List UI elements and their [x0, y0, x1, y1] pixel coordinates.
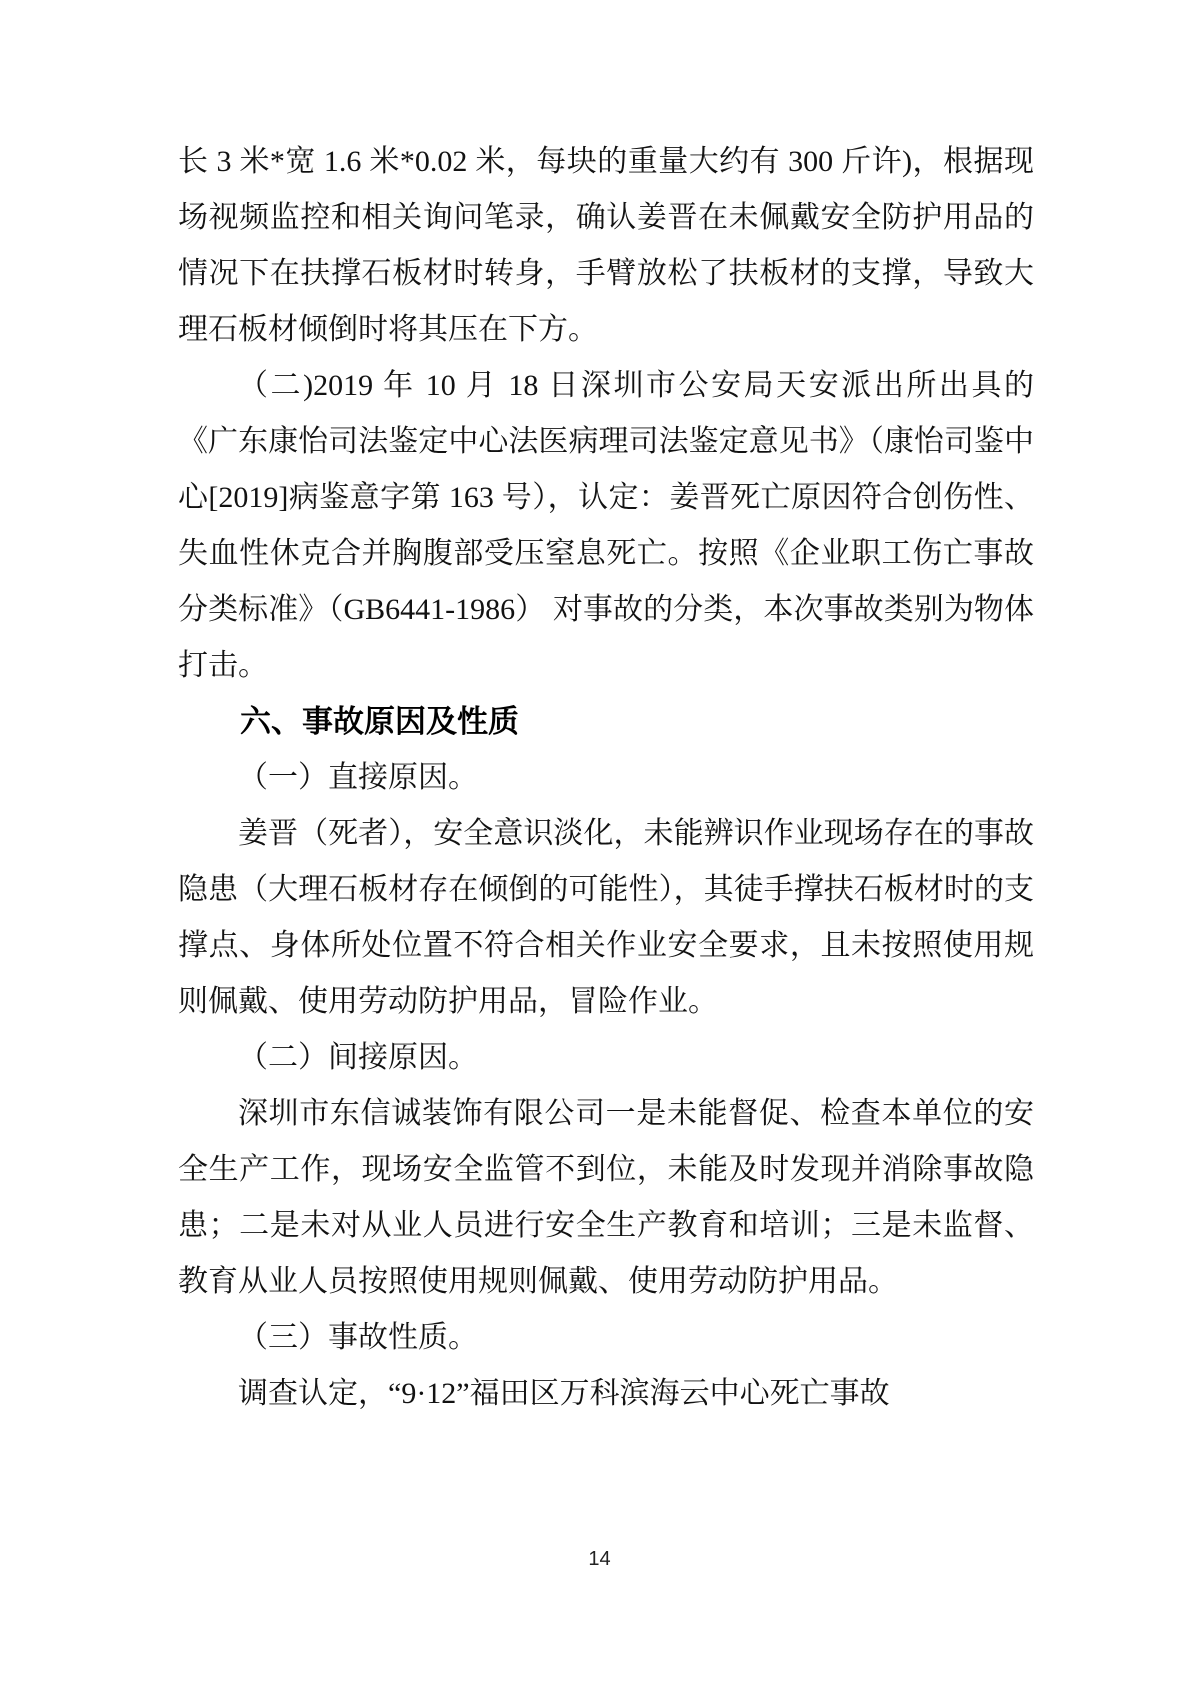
subsection-heading-indirect-cause: （二）间接原因。: [238, 1041, 478, 1074]
paragraph-direct-cause: 姜晋（死者），安全意识淡化，未能辨识作业现场存在的事故隐患（大理石板材存在倾倒的可能性），其徒手撑扶石板材时的支撑点、身体所处位置不符合相关作业安全要求，且未按照使用规则佩戴、使用劳动防护用品，冒险作业。: [178, 817, 1034, 1018]
paragraph-continued: 长 3 米*宽 1.6 米*0.02 米，每块的重量大约有 300 斤许)，根据现场视频监控和相关询问笔录，确认姜晋在未佩戴安全防护用品的情况下在扶撑石板材时转身，手臂放松了扶板材的支撑，导致大理石板材倾倒时将其压在下方。: [178, 145, 1034, 346]
paragraph-accident-nature: 调查认定，“9·12”福田区万科滨海云中心死亡事故: [238, 1377, 890, 1410]
page-number: 14: [588, 1548, 611, 1570]
paragraph-finding-2: （二)2019 年 10 月 18 日深圳市公安局天安派出所出具的《广东康怡司法鉴定中心法医病理司法鉴定意见书》（康怡司鉴中心[2019]病鉴意字第 163 号），认定：姜晋死亡原因符合创伤性、失血性休克合并胸腹部受压窒息死亡。按照《企业职工伤亡事故分类标准》（GB6441-1986） 对事故的分类，本次事故类别为物体打击。: [178, 369, 1034, 682]
subsection-heading-accident-nature: （三）事故性质。: [238, 1321, 478, 1354]
section-heading: 六、事故原因及性质: [240, 704, 519, 739]
document-body: [178, 134, 1034, 1422]
paragraph-indirect-cause: 深圳市东信诚装饰有限公司一是未能督促、检查本单位的安全生产工作，现场安全监管不到位，未能及时发现并消除事故隐患；二是未对从业人员进行安全生产教育和培训；三是未监督、教育从业人员按照使用规则佩戴、使用劳动防护用品。: [178, 1097, 1034, 1298]
subsection-heading-direct-cause: （一）直接原因。: [238, 761, 478, 794]
